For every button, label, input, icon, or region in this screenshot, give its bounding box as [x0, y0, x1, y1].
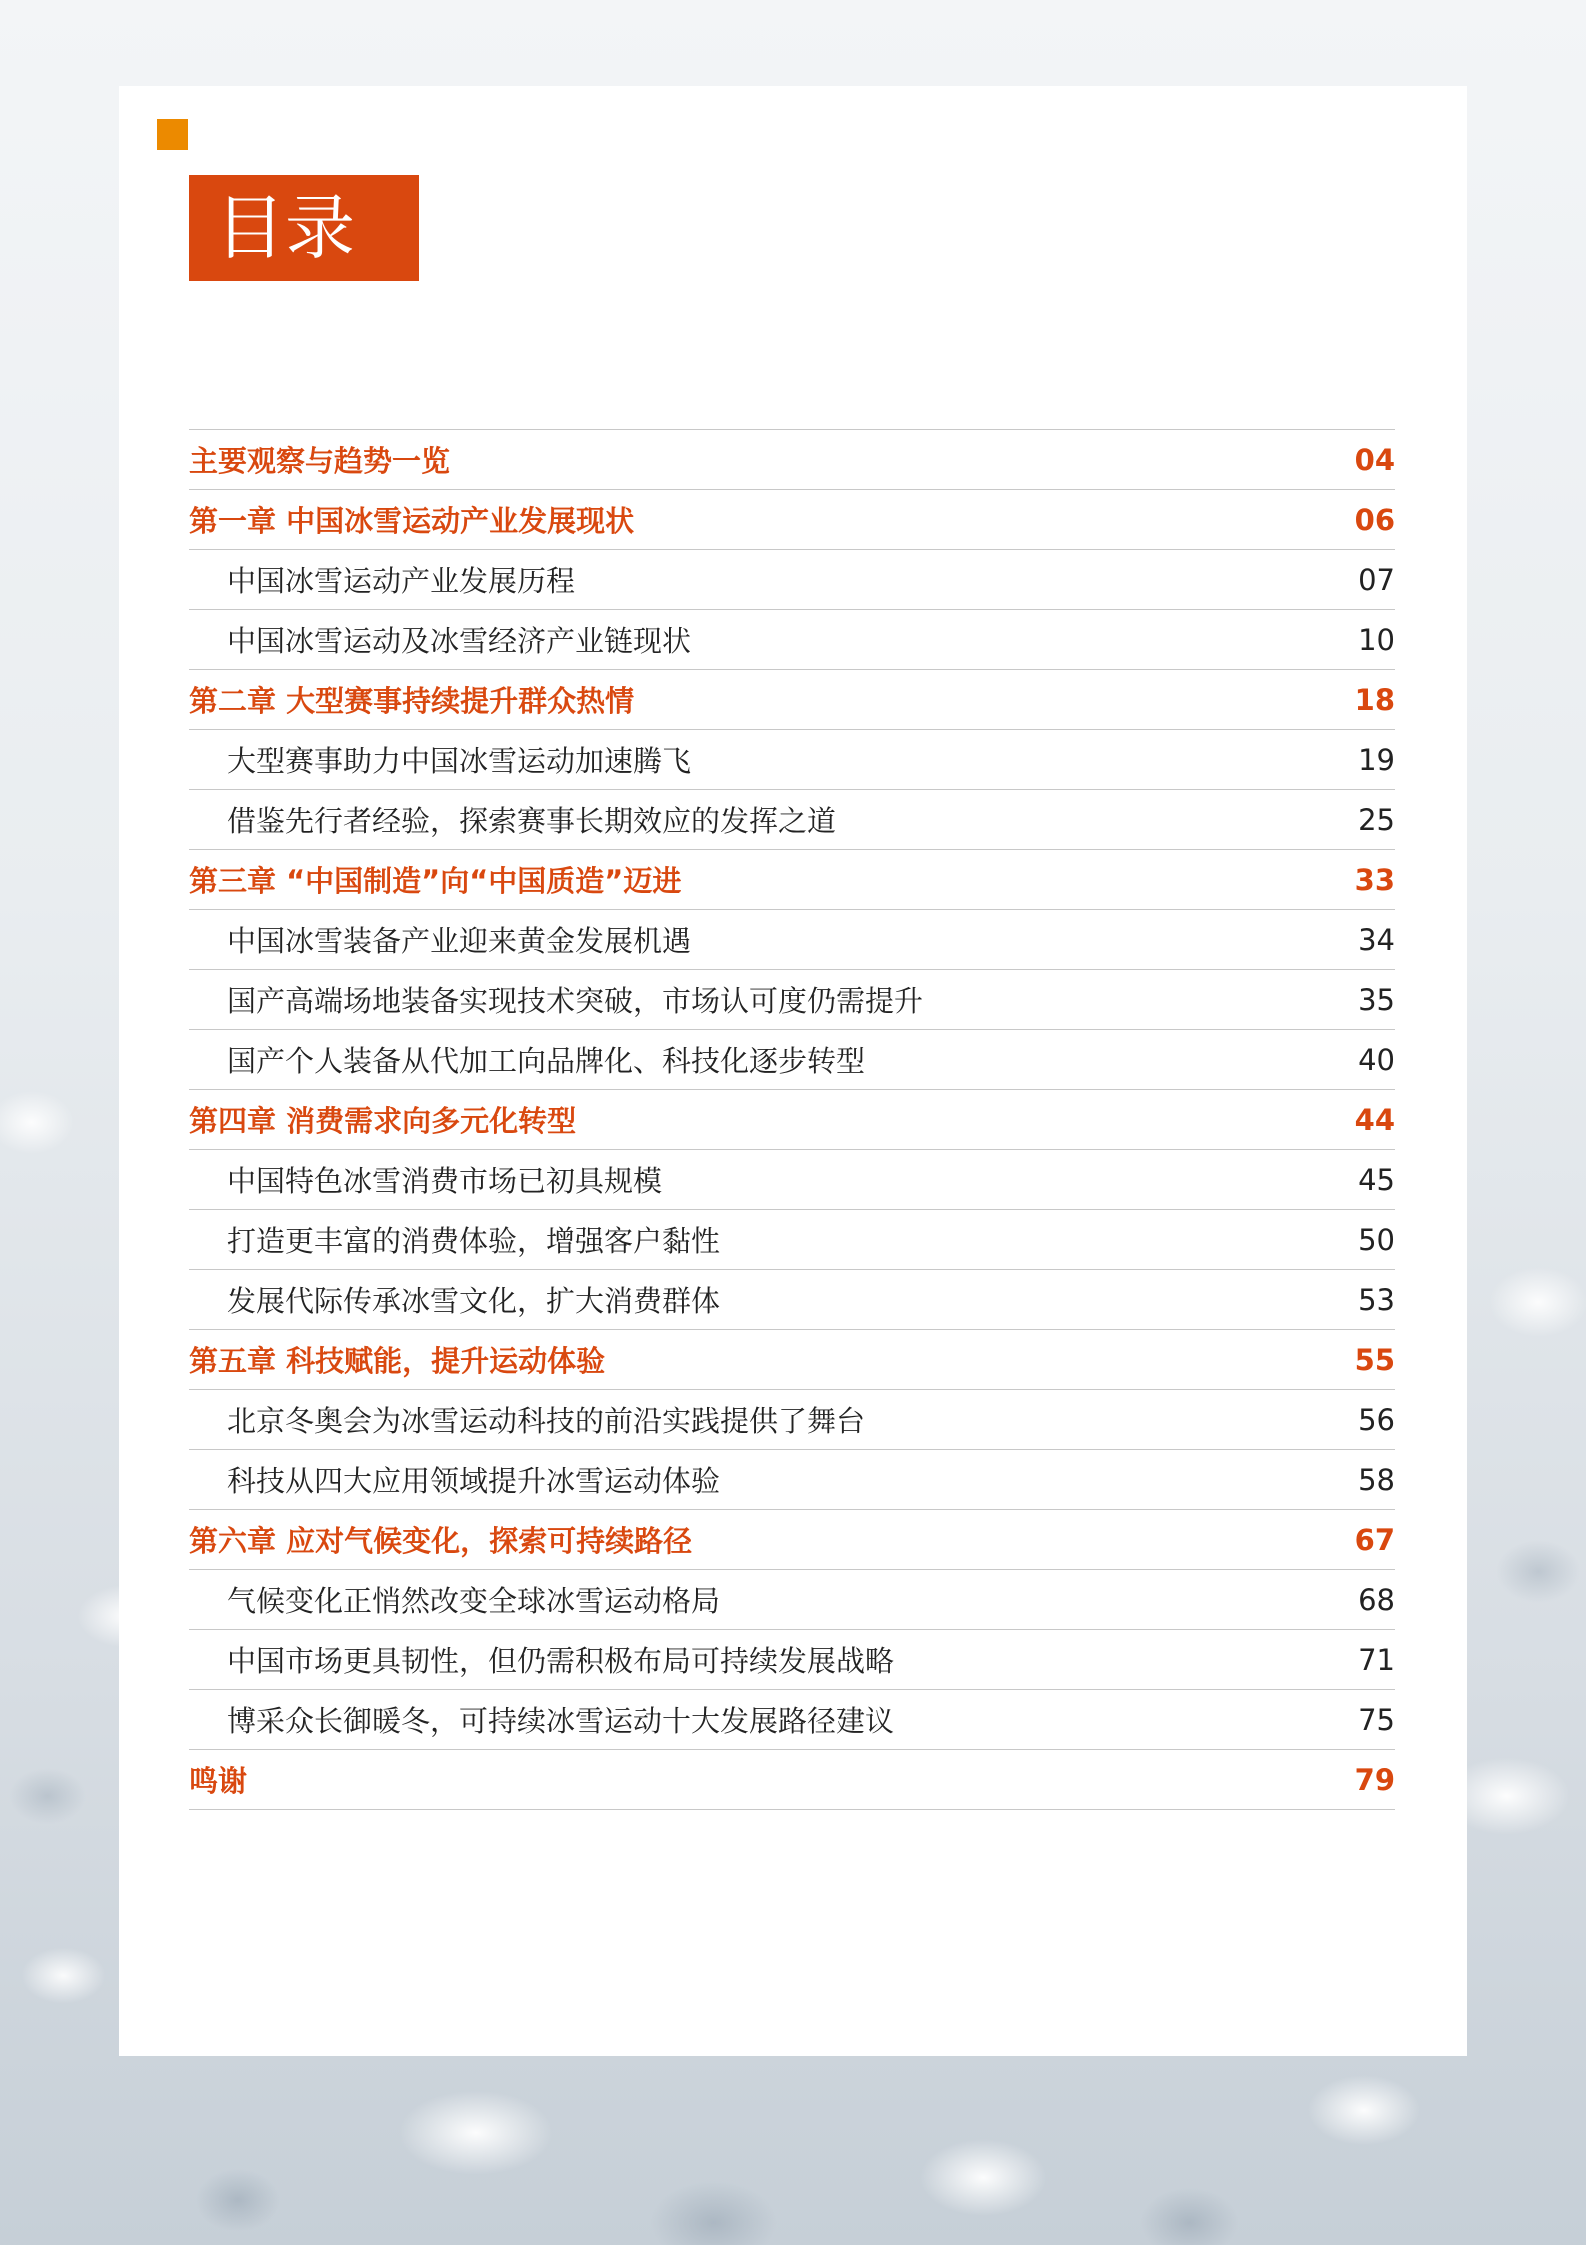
toc-page-number: 55 — [1354, 1342, 1395, 1377]
toc-entry-label: 气候变化正悄然改变全球冰雪运动格局 — [227, 1584, 721, 1618]
toc-entry-label: 第二章 大型赛事持续提升群众热情 — [189, 684, 635, 718]
toc-chapter-row[interactable] — [189, 1090, 1395, 1150]
toc-chapter-row[interactable] — [189, 490, 1395, 550]
toc-page-number: 10 — [1358, 622, 1395, 657]
toc-page-number: 53 — [1358, 1282, 1395, 1317]
toc-section-row[interactable] — [189, 610, 1395, 670]
toc-entry-label: 第五章 科技赋能，提升运动体验 — [189, 1344, 606, 1378]
toc-section-row[interactable] — [189, 1270, 1395, 1330]
toc-section-row[interactable] — [189, 1690, 1395, 1750]
toc-page-number: 45 — [1358, 1162, 1395, 1197]
toc-entry-label: 中国冰雪装备产业迎来黄金发展机遇 — [227, 924, 692, 958]
toc-page-number: 19 — [1358, 742, 1395, 777]
toc-page-number: 44 — [1354, 1102, 1395, 1137]
toc-entry-label: 中国冰雪运动产业发展历程 — [227, 564, 576, 598]
toc-entry-label: 主要观察与趋势一览 — [189, 444, 451, 478]
toc-section-row[interactable] — [189, 1630, 1395, 1690]
toc-entry-label: 中国特色冰雪消费市场已初具规模 — [227, 1164, 663, 1198]
toc-page-number: 34 — [1358, 922, 1395, 957]
toc-page-number: 18 — [1354, 682, 1395, 717]
title-banner — [189, 175, 419, 281]
toc-entry-label: 大型赛事助力中国冰雪运动加速腾飞 — [227, 744, 692, 778]
toc-entry-label: 第四章 消费需求向多元化转型 — [189, 1104, 577, 1138]
toc-page-number: 67 — [1354, 1522, 1395, 1557]
toc-chapter-row[interactable] — [189, 1330, 1395, 1390]
toc-entry-label: 中国冰雪运动及冰雪经济产业链现状 — [227, 624, 692, 658]
toc-entry-label: 发展代际传承冰雪文化，扩大消费群体 — [227, 1284, 721, 1318]
toc-entry-label: 国产个人装备从代加工向品牌化、科技化逐步转型 — [227, 1044, 866, 1078]
toc-entry-label: 打造更丰富的消费体验，增强客户黏性 — [227, 1224, 721, 1258]
toc-page-number: 56 — [1358, 1402, 1395, 1437]
toc-section-row[interactable] — [189, 730, 1395, 790]
toc-section-row[interactable] — [189, 790, 1395, 850]
toc-chapter-row[interactable] — [189, 670, 1395, 730]
toc-page-number: 58 — [1358, 1462, 1395, 1497]
toc-page-number: 33 — [1354, 862, 1395, 897]
toc-chapter-row[interactable] — [189, 1510, 1395, 1570]
toc-section-row[interactable] — [189, 1390, 1395, 1450]
toc-entry-label: 科技从四大应用领域提升冰雪运动体验 — [227, 1464, 721, 1498]
toc-chapter-row[interactable] — [189, 850, 1395, 910]
toc-section-row[interactable] — [189, 1450, 1395, 1510]
toc-page-number: 71 — [1358, 1642, 1395, 1677]
toc-section-row[interactable] — [189, 1210, 1395, 1270]
toc-section-row[interactable] — [189, 910, 1395, 970]
toc-page-number: 79 — [1354, 1762, 1395, 1797]
toc-page-number: 07 — [1358, 562, 1395, 597]
accent-square — [157, 119, 188, 150]
toc-entry-label: 北京冬奥会为冰雪运动科技的前沿实践提供了舞台 — [227, 1404, 866, 1438]
toc-entry-label: 第六章 应对气候变化，探索可持续路径 — [189, 1524, 693, 1558]
toc-entry-label: 鸣谢 — [189, 1764, 248, 1798]
toc-section-row[interactable] — [189, 970, 1395, 1030]
toc-entry-label: 国产高端场地装备实现技术突破，市场认可度仍需提升 — [227, 984, 924, 1018]
toc-page-number: 68 — [1358, 1582, 1395, 1617]
toc-page-number: 50 — [1358, 1222, 1395, 1257]
toc-section-row[interactable] — [189, 1030, 1395, 1090]
table-of-contents — [189, 429, 1395, 1810]
toc-section-row[interactable] — [189, 1570, 1395, 1630]
toc-page-number: 25 — [1358, 802, 1395, 837]
toc-page-number: 04 — [1354, 442, 1395, 477]
toc-page-number: 75 — [1358, 1702, 1395, 1737]
toc-section-row[interactable] — [189, 1150, 1395, 1210]
toc-entry-label: 第三章 “中国制造”向“中国质造”迈进 — [189, 864, 682, 898]
toc-section-row[interactable] — [189, 550, 1395, 610]
page-title: 目录 — [215, 187, 355, 269]
toc-page-number: 06 — [1354, 502, 1395, 537]
toc-chapter-row[interactable] — [189, 1750, 1395, 1810]
toc-entry-label: 第一章 中国冰雪运动产业发展现状 — [189, 504, 635, 538]
toc-entry-label: 博采众长御暖冬，可持续冰雪运动十大发展路径建议 — [227, 1704, 895, 1738]
toc-page-number: 40 — [1358, 1042, 1395, 1077]
toc-entry-label: 中国市场更具韧性，但仍需积极布局可持续发展战略 — [227, 1644, 895, 1678]
toc-page-number: 35 — [1358, 982, 1395, 1017]
toc-entry-label: 借鉴先行者经验，探索赛事长期效应的发挥之道 — [227, 804, 837, 838]
toc-chapter-row[interactable] — [189, 430, 1395, 490]
